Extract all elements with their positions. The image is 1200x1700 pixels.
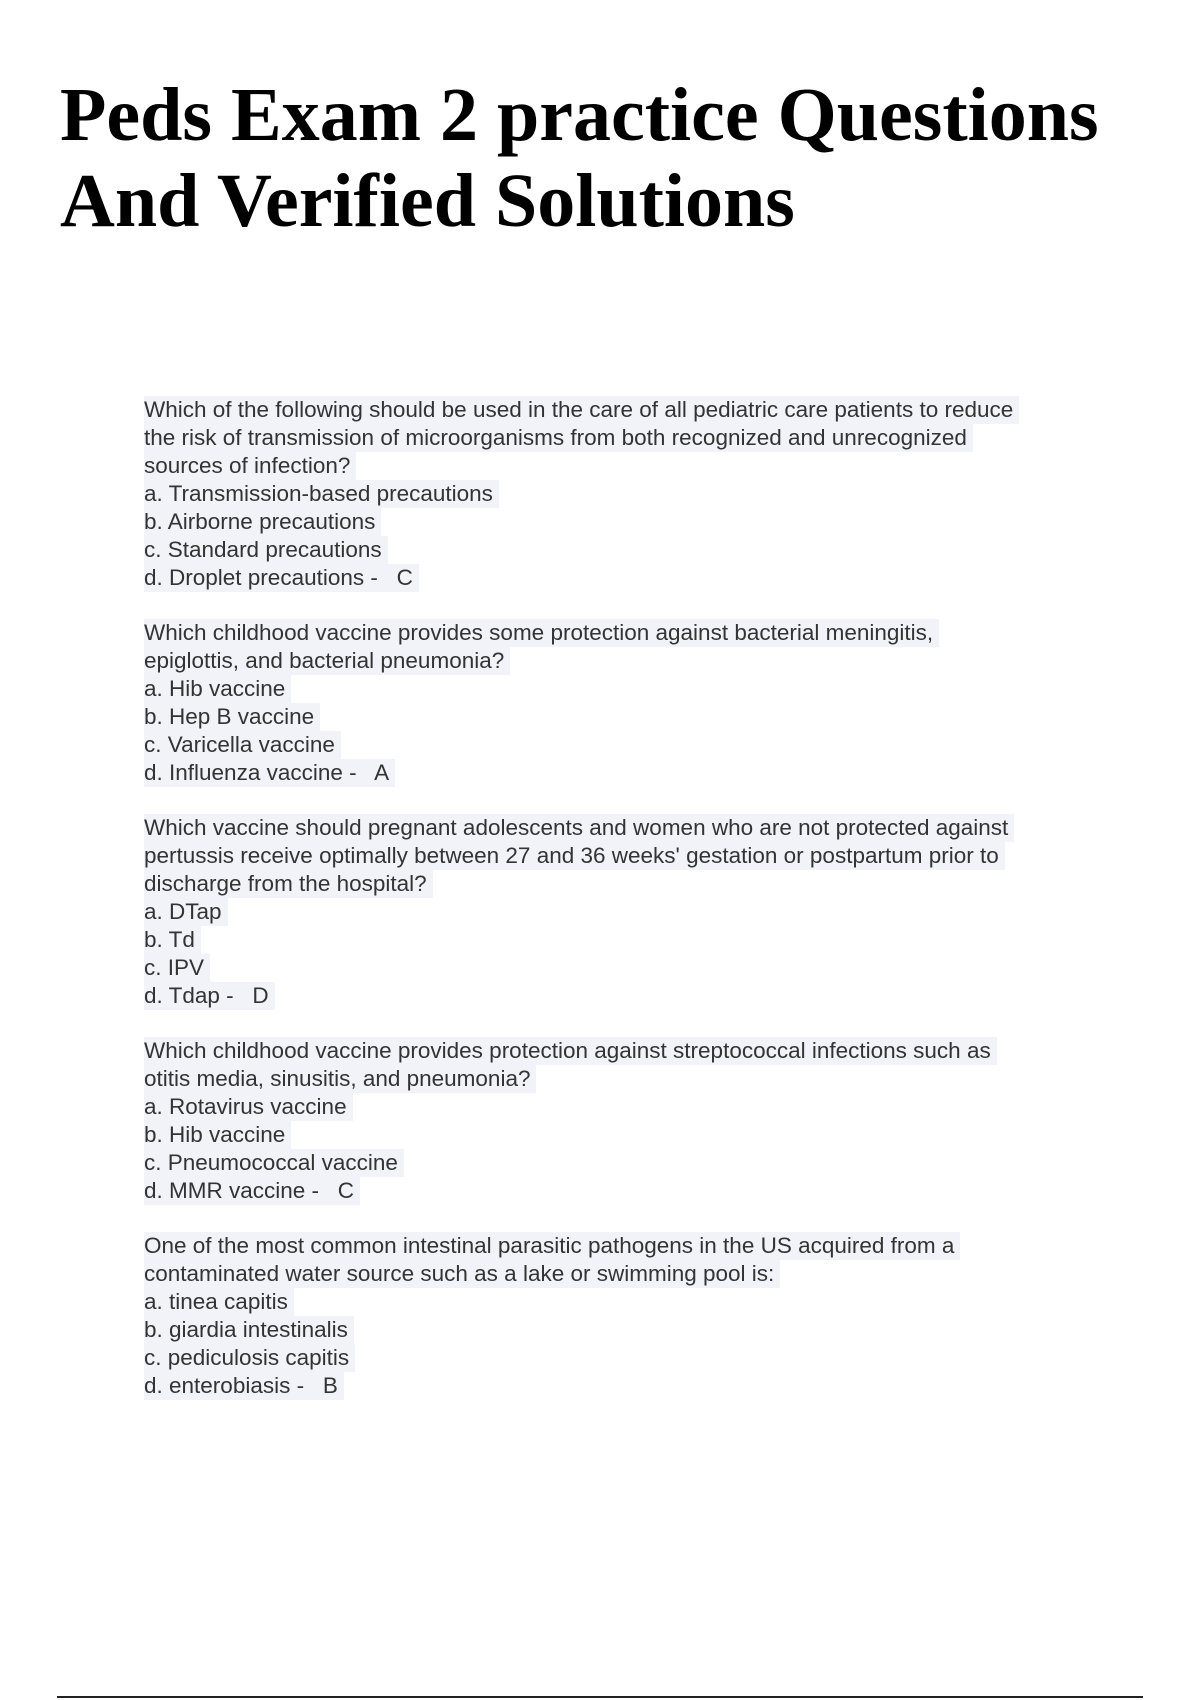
answer-option-a: a. Rotavirus vaccine — [144, 1093, 353, 1121]
question-stem-line: Which childhood vaccine provides protection against streptococcal infections such as — [144, 1037, 997, 1065]
correct-answer: D — [252, 983, 269, 1008]
answer-option-c: c. Standard precautions — [144, 536, 388, 564]
question-stem-line: contaminated water source such as a lake or swimming pool is: — [144, 1260, 780, 1288]
bottom-divider — [57, 1696, 1143, 1698]
question-stem-line: Which of the following should be used in the care of all pediatric care patients to reduce — [144, 396, 1019, 424]
question-block-1 — [144, 396, 1094, 592]
correct-answer: B — [322, 1373, 338, 1398]
answer-option-a: a. Hib vaccine — [144, 675, 291, 703]
question-block-3 — [144, 814, 1094, 1010]
answer-option-c: c. IPV — [144, 954, 210, 982]
question-block-2 — [144, 619, 1094, 787]
question-block-4 — [144, 1037, 1094, 1205]
question-stem-line: sources of infection? — [144, 452, 356, 480]
answer-option-a: a. Transmission-based precautions — [144, 480, 499, 508]
answer-option-c: c. pediculosis capitis — [144, 1344, 355, 1372]
answer-option-d: d. Tdap — [144, 983, 220, 1008]
answer-option-d: d. Influenza vaccine — [144, 760, 343, 785]
question-stem-line: discharge from the hospital? — [144, 870, 433, 898]
answer-option-d: d. enterobiasis — [144, 1373, 291, 1398]
answer-option-d: d. Droplet precautions — [144, 565, 365, 590]
answer-option-d-with-answer: d. Tdap - D — [144, 982, 275, 1010]
answer-option-b: b. Td — [144, 926, 201, 954]
question-stem-line: Which vaccine should pregnant adolescents and women who are not protected against — [144, 814, 1014, 842]
answer-option-b: b. Hib vaccine — [144, 1121, 291, 1149]
answer-option-b: b. giardia intestinalis — [144, 1316, 354, 1344]
correct-answer: C — [337, 1178, 355, 1203]
question-stem-line: One of the most common intestinal parasitic pathogens in the US acquired from a — [144, 1232, 960, 1260]
answer-option-b: b. Hep B vaccine — [144, 703, 320, 731]
answer-option-d: d. MMR vaccine — [144, 1178, 306, 1203]
question-stem-line: pertussis receive optimally between 27 and 36 weeks' gestation or postpartum prior to — [144, 842, 1005, 870]
correct-answer: C — [396, 565, 413, 590]
question-stem-line: Which childhood vaccine provides some protection against bacterial meningitis, — [144, 619, 939, 647]
answer-option-b: b. Airborne precautions — [144, 508, 381, 536]
answer-option-d-with-answer: d. MMR vaccine - C — [144, 1177, 360, 1205]
page-title: Peds Exam 2 practice Questions And Verified Solutions — [60, 73, 1099, 243]
answer-option-d-with-answer: d. Droplet precautions - C — [144, 564, 419, 592]
correct-answer: A — [374, 760, 390, 785]
answer-option-c: c. Varicella vaccine — [144, 731, 341, 759]
answer-option-a: a. tinea capitis — [144, 1288, 294, 1316]
question-stem-line: epiglottis, and bacterial pneumonia? — [144, 647, 510, 675]
answer-option-c: c. Pneumococcal vaccine — [144, 1149, 404, 1177]
question-block-5 — [144, 1232, 1094, 1400]
answer-option-d-with-answer: d. Influenza vaccine - A — [144, 759, 395, 787]
question-list — [144, 396, 1094, 1427]
question-stem-line: otitis media, sinusitis, and pneumonia? — [144, 1065, 536, 1093]
answer-option-a: a. DTap — [144, 898, 228, 926]
question-stem-line: the risk of transmission of microorganisms from both recognized and unrecognized — [144, 424, 973, 452]
answer-option-d-with-answer: d. enterobiasis - B — [144, 1372, 344, 1400]
